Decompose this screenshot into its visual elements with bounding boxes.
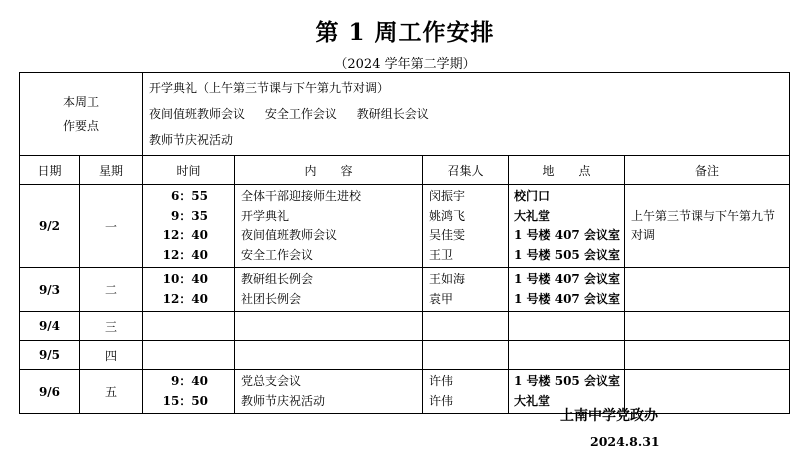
schedule-row (20, 312, 790, 341)
content-entry: 教师节庆祝活动 (241, 393, 326, 408)
time-entry: 9：35 (170, 208, 209, 223)
content-cell (235, 370, 423, 414)
time-cell (143, 312, 235, 341)
time-cell (143, 268, 235, 312)
key-points-content (143, 73, 790, 156)
convener-cell (423, 341, 509, 370)
key-point-item: 夜间值班教师会议 (149, 107, 246, 121)
date-cell: 9/4 (20, 312, 80, 341)
remarks-cell (625, 312, 790, 341)
content-entry: 夜间值班教师会议 (241, 228, 338, 242)
time-cell (143, 185, 235, 268)
page-subtitle: （2024 学年第二学期） (334, 57, 476, 72)
convener-entry: 王卫 (429, 247, 454, 262)
time-cell (143, 370, 235, 414)
location-entry: 1 号楼 505 会议室 (514, 247, 620, 262)
schedule-row (20, 268, 790, 312)
time-entry: 9：40 (170, 374, 209, 388)
header-weekday: 星期 (80, 156, 143, 185)
convener-entry: 姚鸿飞 (429, 208, 466, 223)
header-time: 时间 (143, 156, 235, 185)
weekday-cell: 一 (80, 185, 143, 268)
convener-entry: 许伟 (429, 374, 454, 388)
location-cell (509, 312, 625, 341)
convener-entry: 闵振宇 (429, 189, 466, 203)
convener-entry: 吴佳雯 (429, 228, 466, 242)
convener-entry: 许伟 (429, 393, 454, 408)
remarks-cell (625, 341, 790, 370)
time-entry: 15：50 (162, 393, 209, 408)
header-date: 日期 (20, 156, 80, 185)
content-cell (235, 185, 423, 268)
key-point-line: 教师节庆祝活动 (149, 133, 234, 147)
time-entry: 12：40 (162, 228, 209, 242)
convener-cell (423, 185, 509, 268)
location-entry: 1 号楼 407 会议室 (514, 272, 620, 286)
location-entry: 校门口 (514, 189, 551, 203)
weekday-cell: 四 (80, 341, 143, 370)
key-points-label (20, 73, 143, 156)
header-convener: 召集人 (423, 156, 509, 185)
remarks-cell: 上午第三节课与下午第九节对调 (625, 185, 790, 268)
time-entry: 12：40 (162, 291, 209, 306)
header-location: 地点 (509, 156, 625, 185)
weekday-cell: 二 (80, 268, 143, 312)
time-entry: 12：40 (162, 247, 209, 262)
page-title: 第 1 周工作安排 (315, 19, 495, 46)
key-points-label-line: 本周工 (63, 95, 100, 109)
key-point-item: 教研组长会议 (356, 107, 429, 121)
header-remarks: 备注 (625, 156, 790, 185)
content-cell (235, 341, 423, 370)
content-cell (235, 268, 423, 312)
content-entry: 党总支会议 (241, 374, 302, 388)
convener-cell (423, 370, 509, 414)
schedule-row (20, 185, 790, 268)
content-entry: 教研组长例会 (241, 272, 314, 286)
convener-entry: 王如海 (429, 272, 466, 286)
key-points-label-line: 作要点 (63, 119, 100, 133)
content-entry: 社团长例会 (241, 291, 302, 306)
date-cell: 9/3 (20, 268, 80, 312)
convener-cell (423, 268, 509, 312)
schedule-row (20, 341, 790, 370)
location-cell (509, 341, 625, 370)
content-entry: 全体干部迎接师生进校 (241, 189, 362, 203)
header-row (20, 156, 790, 185)
content-entry: 开学典礼 (241, 208, 290, 223)
date-cell: 9/5 (20, 341, 80, 370)
key-point-line (149, 101, 789, 127)
remarks-cell (625, 268, 790, 312)
schedule-table (19, 72, 790, 414)
weekday-cell: 五 (80, 370, 143, 414)
issue-date: 2024.8.31 (590, 434, 660, 449)
key-points-row (20, 73, 790, 156)
convener-entry: 袁甲 (429, 291, 454, 306)
key-point-line: 开学典礼（上午第三节课与下午第九节对调） (149, 81, 390, 95)
weekday-cell: 三 (80, 312, 143, 341)
time-entry: 10：40 (162, 272, 209, 286)
time-entry: 6：55 (170, 189, 209, 203)
location-cell (509, 268, 625, 312)
time-cell (143, 341, 235, 370)
location-entry: 大礼堂 (514, 208, 551, 223)
convener-cell (423, 312, 509, 341)
schedule-row (20, 370, 790, 414)
key-point-item: 安全工作会议 (264, 107, 337, 121)
location-entry: 1 号楼 505 会议室 (514, 374, 620, 388)
header-content: 内容 (235, 156, 423, 185)
issuing-office: 上南中学党政办 (560, 408, 658, 424)
location-entry: 大礼堂 (514, 393, 551, 408)
content-cell (235, 312, 423, 341)
date-cell: 9/2 (20, 185, 80, 268)
content-entry: 安全工作会议 (241, 247, 314, 262)
location-entry: 1 号楼 407 会议室 (514, 291, 620, 306)
location-entry: 1 号楼 407 会议室 (514, 228, 620, 242)
date-cell: 9/6 (20, 370, 80, 414)
location-cell (509, 185, 625, 268)
